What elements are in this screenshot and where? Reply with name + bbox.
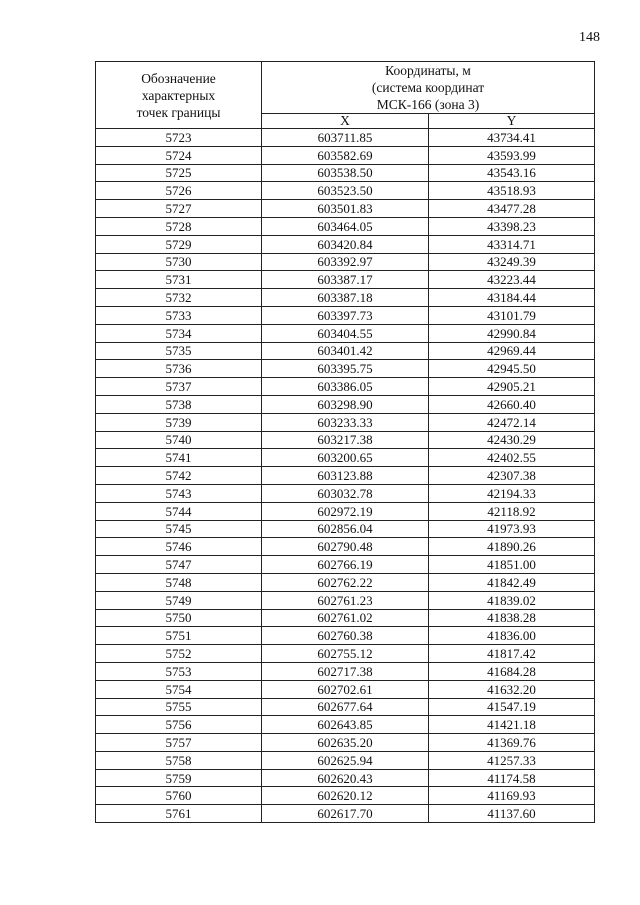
- x-coordinate-cell: 602702.61: [262, 680, 429, 698]
- point-designation-header: [96, 62, 262, 129]
- point-id-cell: 5741: [96, 449, 262, 467]
- table-row: [96, 645, 595, 663]
- x-coordinate-cell: 603392.97: [262, 253, 429, 271]
- y-coordinate-cell: 41838.28: [429, 609, 595, 627]
- x-coordinate-cell: 602760.38: [262, 627, 429, 645]
- x-coordinate-cell: 603523.50: [262, 182, 429, 200]
- x-coordinate-cell: 602635.20: [262, 734, 429, 752]
- point-id-cell: 5758: [96, 751, 262, 769]
- x-coordinate-cell: 603420.84: [262, 235, 429, 253]
- table-row: [96, 217, 595, 235]
- y-coordinate-cell: 41973.93: [429, 520, 595, 538]
- table-row: [96, 271, 595, 289]
- x-coordinate-cell: 602790.48: [262, 538, 429, 556]
- table-row: [96, 235, 595, 253]
- y-coordinate-cell: 42307.38: [429, 467, 595, 485]
- x-coordinate-cell: 602766.19: [262, 556, 429, 574]
- x-coordinate-cell: 603032.78: [262, 484, 429, 502]
- table-row: [96, 360, 595, 378]
- y-coordinate-cell: 43184.44: [429, 289, 595, 307]
- point-id-cell: 5742: [96, 467, 262, 485]
- y-column-header: Y: [429, 114, 595, 129]
- y-coordinate-cell: 41369.76: [429, 734, 595, 752]
- point-id-cell: 5749: [96, 591, 262, 609]
- table-row: [96, 751, 595, 769]
- table-row: [96, 734, 595, 752]
- y-coordinate-cell: 41257.33: [429, 751, 595, 769]
- point-header-line: Обозначение: [141, 70, 216, 86]
- y-coordinate-cell: 43543.16: [429, 164, 595, 182]
- table-row: [96, 200, 595, 218]
- point-id-cell: 5746: [96, 538, 262, 556]
- x-coordinate-cell: 603501.83: [262, 200, 429, 218]
- y-coordinate-cell: 42472.14: [429, 413, 595, 431]
- point-id-cell: 5740: [96, 431, 262, 449]
- table-row: [96, 449, 595, 467]
- x-coordinate-cell: 603538.50: [262, 164, 429, 182]
- table-row: [96, 680, 595, 698]
- y-coordinate-cell: 43398.23: [429, 217, 595, 235]
- x-coordinate-cell: 603404.55: [262, 324, 429, 342]
- y-coordinate-cell: 41174.58: [429, 769, 595, 787]
- table-row: [96, 378, 595, 396]
- table-row: [96, 787, 595, 805]
- point-id-cell: 5735: [96, 342, 262, 360]
- point-id-cell: 5753: [96, 662, 262, 680]
- y-coordinate-cell: 41817.42: [429, 645, 595, 663]
- x-coordinate-cell: 603298.90: [262, 395, 429, 413]
- point-id-cell: 5759: [96, 769, 262, 787]
- table-body: [96, 129, 595, 823]
- point-id-cell: 5727: [96, 200, 262, 218]
- y-coordinate-cell: 41836.00: [429, 627, 595, 645]
- y-coordinate-cell: 41851.00: [429, 556, 595, 574]
- point-id-cell: 5752: [96, 645, 262, 663]
- x-coordinate-cell: 603464.05: [262, 217, 429, 235]
- table-row: [96, 253, 595, 271]
- y-coordinate-cell: 42430.29: [429, 431, 595, 449]
- x-coordinate-cell: 603386.05: [262, 378, 429, 396]
- x-coordinate-cell: 602972.19: [262, 502, 429, 520]
- point-id-cell: 5732: [96, 289, 262, 307]
- y-coordinate-cell: 42905.21: [429, 378, 595, 396]
- table-row: [96, 413, 595, 431]
- point-id-cell: 5734: [96, 324, 262, 342]
- point-id-cell: 5757: [96, 734, 262, 752]
- table-row: [96, 431, 595, 449]
- y-coordinate-cell: 42969.44: [429, 342, 595, 360]
- x-coordinate-cell: 603395.75: [262, 360, 429, 378]
- table-row: [96, 520, 595, 538]
- table-row: [96, 395, 595, 413]
- table-row: [96, 769, 595, 787]
- y-coordinate-cell: 41421.18: [429, 716, 595, 734]
- y-coordinate-cell: 42660.40: [429, 395, 595, 413]
- x-coordinate-cell: 603387.18: [262, 289, 429, 307]
- y-coordinate-cell: 41169.93: [429, 787, 595, 805]
- table-row: [96, 164, 595, 182]
- x-coordinate-cell: 602856.04: [262, 520, 429, 538]
- point-id-cell: 5750: [96, 609, 262, 627]
- y-coordinate-cell: 42118.92: [429, 502, 595, 520]
- coords-header-line: (система координат: [371, 80, 485, 95]
- table-row: [96, 609, 595, 627]
- x-coordinate-cell: 603397.73: [262, 306, 429, 324]
- table-row: [96, 662, 595, 680]
- x-coordinate-cell: 603582.69: [262, 146, 429, 164]
- x-coordinate-cell: 602762.22: [262, 573, 429, 591]
- x-coordinate-cell: 603711.85: [262, 129, 429, 147]
- x-coordinate-cell: 603123.88: [262, 467, 429, 485]
- x-coordinate-cell: 602717.38: [262, 662, 429, 680]
- point-id-cell: 5760: [96, 787, 262, 805]
- table-row: [96, 573, 595, 591]
- x-coordinate-cell: 602761.02: [262, 609, 429, 627]
- table-header-row: [96, 62, 595, 114]
- table-row: [96, 716, 595, 734]
- table-row: [96, 591, 595, 609]
- x-coordinate-cell: 602755.12: [262, 645, 429, 663]
- point-id-cell: 5733: [96, 306, 262, 324]
- table-row: [96, 324, 595, 342]
- point-id-cell: 5737: [96, 378, 262, 396]
- point-id-cell: 5723: [96, 129, 262, 147]
- x-coordinate-cell: 603217.38: [262, 431, 429, 449]
- page-number: 148: [579, 30, 600, 45]
- point-id-cell: 5731: [96, 271, 262, 289]
- coords-header-line: Координаты, м: [385, 63, 471, 78]
- point-id-cell: 5761: [96, 805, 262, 823]
- y-coordinate-cell: 41890.26: [429, 538, 595, 556]
- x-coordinate-cell: 603401.42: [262, 342, 429, 360]
- y-coordinate-cell: 41137.60: [429, 805, 595, 823]
- x-coordinate-cell: 602625.94: [262, 751, 429, 769]
- table-row: [96, 182, 595, 200]
- table-row: [96, 306, 595, 324]
- table-row: [96, 289, 595, 307]
- point-id-cell: 5744: [96, 502, 262, 520]
- point-id-cell: 5754: [96, 680, 262, 698]
- y-coordinate-cell: 43223.44: [429, 271, 595, 289]
- x-coordinate-cell: 603200.65: [262, 449, 429, 467]
- y-coordinate-cell: 42990.84: [429, 324, 595, 342]
- point-id-cell: 5738: [96, 395, 262, 413]
- table-row: [96, 146, 595, 164]
- y-coordinate-cell: 43593.99: [429, 146, 595, 164]
- y-coordinate-cell: 43518.93: [429, 182, 595, 200]
- point-id-cell: 5755: [96, 698, 262, 716]
- x-coordinate-cell: 602677.64: [262, 698, 429, 716]
- x-coordinate-cell: 602617.70: [262, 805, 429, 823]
- point-id-cell: 5736: [96, 360, 262, 378]
- coords-header-line: МСК-166 (зона 3): [376, 97, 480, 112]
- coordinates-group-header: [262, 62, 595, 114]
- point-id-cell: 5728: [96, 217, 262, 235]
- table-row: [96, 129, 595, 147]
- y-coordinate-cell: 43314.71: [429, 235, 595, 253]
- y-coordinate-cell: 43101.79: [429, 306, 595, 324]
- x-coordinate-cell: 603233.33: [262, 413, 429, 431]
- y-coordinate-cell: 41842.49: [429, 573, 595, 591]
- point-header-line: точек границы: [136, 104, 221, 120]
- point-id-cell: 5725: [96, 164, 262, 182]
- x-coordinate-cell: 602620.12: [262, 787, 429, 805]
- y-coordinate-cell: 41547.19: [429, 698, 595, 716]
- table-row: [96, 484, 595, 502]
- y-coordinate-cell: 41839.02: [429, 591, 595, 609]
- y-coordinate-cell: 43734.41: [429, 129, 595, 147]
- point-id-cell: 5756: [96, 716, 262, 734]
- y-coordinate-cell: 43249.39: [429, 253, 595, 271]
- x-coordinate-cell: 602620.43: [262, 769, 429, 787]
- table-row: [96, 502, 595, 520]
- x-coordinate-cell: 602643.85: [262, 716, 429, 734]
- point-id-cell: 5743: [96, 484, 262, 502]
- point-id-cell: 5729: [96, 235, 262, 253]
- table-row: [96, 805, 595, 823]
- point-id-cell: 5745: [96, 520, 262, 538]
- x-column-header: X: [262, 114, 429, 129]
- table-row: [96, 556, 595, 574]
- point-id-cell: 5739: [96, 413, 262, 431]
- table-row: [96, 467, 595, 485]
- table-row: [96, 538, 595, 556]
- y-coordinate-cell: 42945.50: [429, 360, 595, 378]
- y-coordinate-cell: 43477.28: [429, 200, 595, 218]
- y-coordinate-cell: 41684.28: [429, 662, 595, 680]
- x-coordinate-cell: 603387.17: [262, 271, 429, 289]
- table-row: [96, 627, 595, 645]
- table-row: [96, 342, 595, 360]
- y-coordinate-cell: 41632.20: [429, 680, 595, 698]
- point-id-cell: 5751: [96, 627, 262, 645]
- point-id-cell: 5730: [96, 253, 262, 271]
- x-coordinate-cell: 602761.23: [262, 591, 429, 609]
- point-header-line: характерных: [141, 87, 216, 103]
- table-row: [96, 698, 595, 716]
- point-id-cell: 5724: [96, 146, 262, 164]
- y-coordinate-cell: 42402.55: [429, 449, 595, 467]
- point-id-cell: 5726: [96, 182, 262, 200]
- y-coordinate-cell: 42194.33: [429, 484, 595, 502]
- point-id-cell: 5748: [96, 573, 262, 591]
- coordinates-table: [95, 61, 595, 823]
- point-id-cell: 5747: [96, 556, 262, 574]
